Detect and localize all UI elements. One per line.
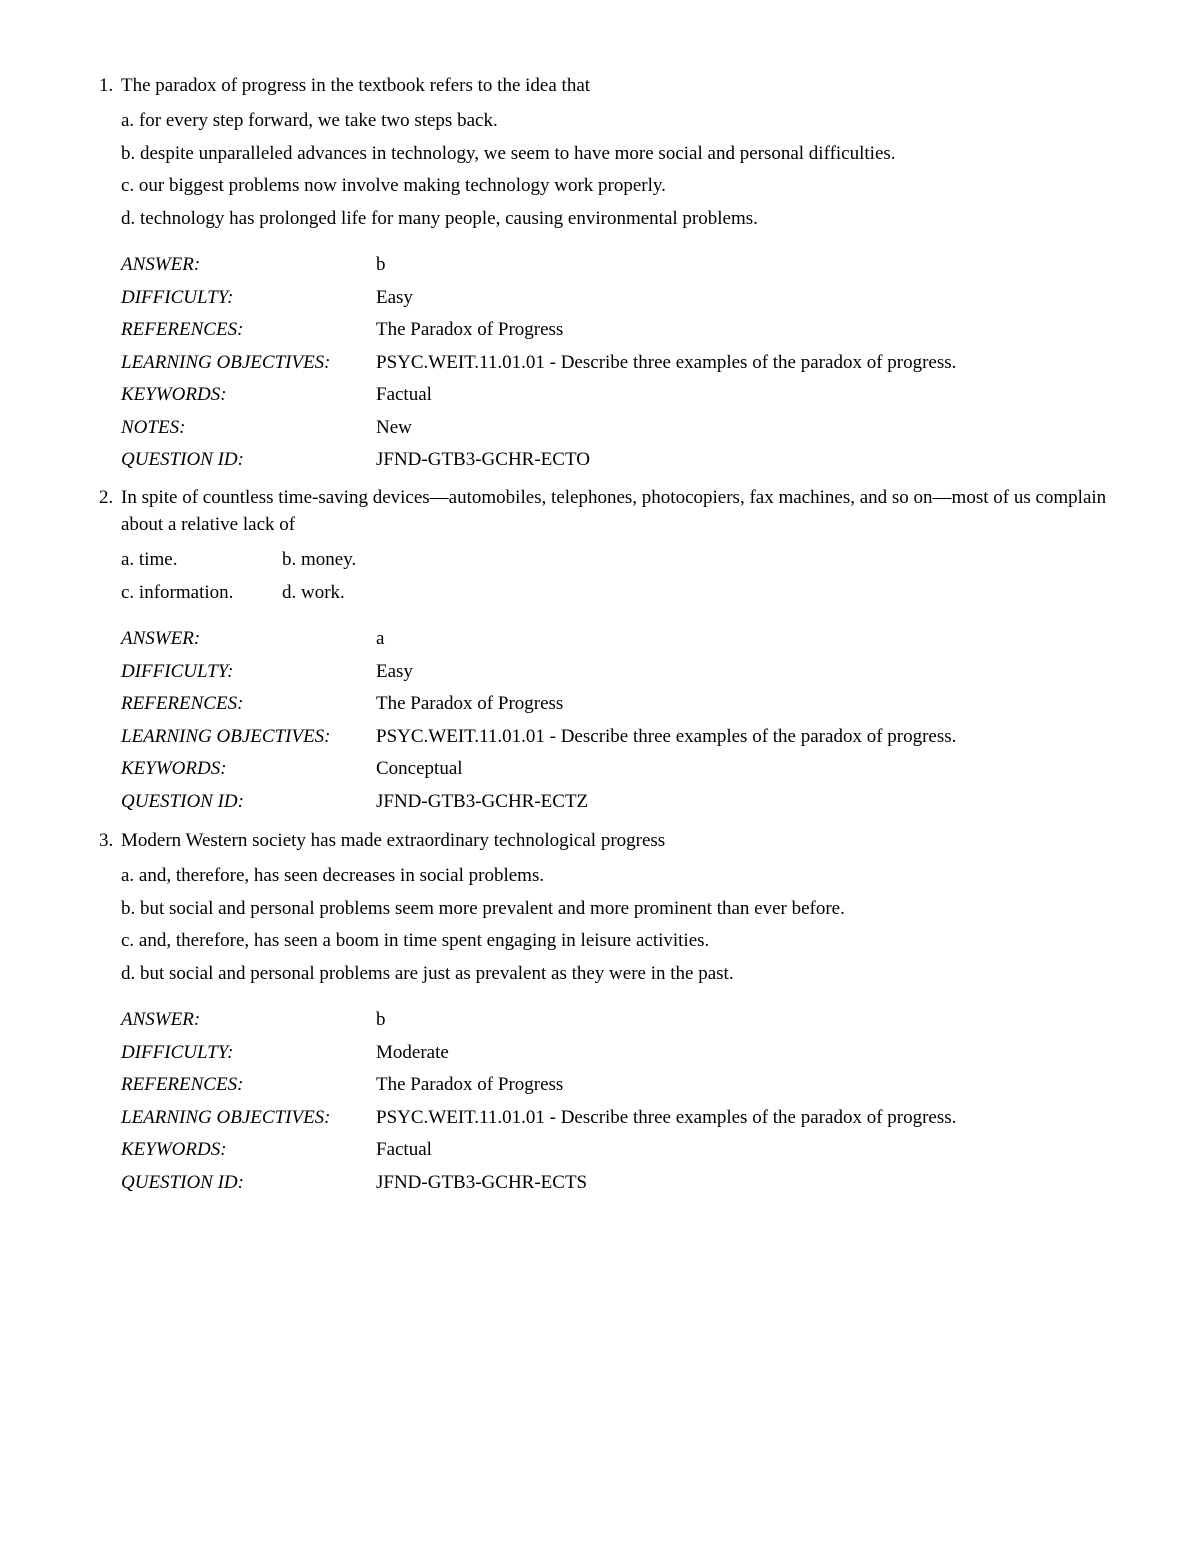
- question-metadata: [121, 249, 1200, 477]
- answer-choices: [121, 105, 1200, 235]
- meta-value: Factual: [376, 1139, 432, 1160]
- meta-question-id: [121, 444, 1200, 477]
- meta-label: QUESTION ID:: [121, 790, 244, 812]
- meta-label: ANSWER:: [121, 254, 201, 275]
- meta-label: KEYWORDS:: [121, 1139, 227, 1160]
- question-number: 3.: [99, 830, 114, 851]
- answer-choices: [121, 860, 1200, 990]
- choice-c: c. and, therefore, has seen a boom in time spent engaging in leisure activities.: [121, 930, 710, 951]
- meta-value: JFND-GTB3-GCHR-ECTZ: [376, 790, 589, 812]
- meta-label: LEARNING OBJECTIVES:: [121, 1106, 331, 1128]
- meta-question-id: [121, 786, 1200, 819]
- meta-references: [121, 314, 1200, 347]
- meta-value: PSYC.WEIT.11.01.01 - Describe three examples of the paradox of progress.: [376, 351, 957, 373]
- question-stem: [99, 827, 1121, 854]
- question-2: [0, 484, 1200, 818]
- choice-d: d. but social and personal problems are just as prevalent as they were in the past.: [121, 962, 734, 984]
- meta-label: DIFFICULTY:: [121, 286, 234, 308]
- choice-b: b. money.: [282, 549, 357, 570]
- meta-label: ANSWER:: [121, 628, 201, 649]
- meta-references: [121, 688, 1200, 721]
- meta-value: b: [376, 254, 386, 275]
- question-stem: [99, 72, 1121, 99]
- meta-learning-objectives: [121, 721, 1200, 754]
- meta-value: JFND-GTB3-GCHR-ECTS: [376, 1171, 588, 1193]
- question-stem: [99, 484, 1121, 538]
- meta-value: PSYC.WEIT.11.01.01 - Describe three examples of the paradox of progress.: [376, 1106, 957, 1128]
- meta-value: The Paradox of Progress: [376, 1074, 564, 1095]
- meta-keywords: [121, 1134, 1200, 1167]
- meta-value: a: [376, 628, 385, 649]
- choice-d: d. work.: [282, 581, 345, 603]
- choice-b: b. despite unparalleled advances in technology, we seem to have more social and personal difficulties.: [121, 142, 896, 164]
- meta-label: LEARNING OBJECTIVES:: [121, 351, 331, 373]
- question-text: Modern Western society has made extraordinary technological progress: [121, 830, 666, 851]
- meta-value: Moderate: [376, 1041, 449, 1063]
- meta-label: DIFFICULTY:: [121, 1041, 234, 1063]
- meta-label: DIFFICULTY:: [121, 660, 234, 682]
- question-text: The paradox of progress in the textbook refers to the idea that: [121, 75, 591, 96]
- meta-question-id: [121, 1167, 1200, 1200]
- meta-value: Easy: [376, 286, 413, 308]
- meta-label: LEARNING OBJECTIVES:: [121, 725, 331, 747]
- choice-grid: [121, 544, 1200, 609]
- meta-learning-objectives: [121, 1102, 1200, 1135]
- choice-c: c. our biggest problems now involve making technology work properly.: [121, 175, 666, 196]
- meta-keywords: [121, 379, 1200, 412]
- meta-label: NOTES:: [121, 416, 186, 438]
- meta-difficulty: [121, 1037, 1200, 1070]
- meta-value: The Paradox of Progress: [376, 319, 564, 340]
- choice-a: a. for every step forward, we take two steps back.: [121, 110, 498, 131]
- choice-b: b. but social and personal problems seem more prevalent and more prominent than ever before.: [121, 897, 845, 919]
- question-3: [0, 827, 1200, 1199]
- question-metadata: [121, 1004, 1200, 1199]
- meta-learning-objectives: [121, 347, 1200, 380]
- meta-label: QUESTION ID:: [121, 449, 244, 470]
- choice-c: c. information.: [121, 581, 234, 603]
- meta-value: b: [376, 1009, 386, 1030]
- meta-value: New: [376, 416, 412, 438]
- meta-difficulty: [121, 282, 1200, 315]
- question-text: In spite of countless time-saving devices—automobiles, telephones, photocopiers, fax machines, and so on—most of us complain about a relative lack of: [121, 487, 1107, 535]
- meta-label: KEYWORDS:: [121, 384, 227, 405]
- choice-a: a. and, therefore, has seen decreases in social problems.: [121, 865, 545, 886]
- question-number: 1.: [99, 75, 114, 96]
- meta-value: PSYC.WEIT.11.01.01 - Describe three examples of the paradox of progress.: [376, 725, 957, 747]
- answer-choices: [121, 544, 1200, 609]
- meta-label: KEYWORDS:: [121, 758, 227, 779]
- meta-answer: [121, 1004, 1200, 1037]
- meta-references: [121, 1069, 1200, 1102]
- meta-value: Factual: [376, 384, 432, 405]
- meta-answer: [121, 249, 1200, 282]
- question-metadata: [121, 623, 1200, 818]
- meta-keywords: [121, 753, 1200, 786]
- meta-value: The Paradox of Progress: [376, 693, 564, 714]
- meta-label: QUESTION ID:: [121, 1171, 244, 1193]
- meta-value: Easy: [376, 660, 413, 682]
- meta-value: JFND-GTB3-GCHR-ECTO: [376, 449, 590, 470]
- question-1: [0, 72, 1200, 477]
- question-number: 2.: [99, 487, 114, 508]
- meta-value: Conceptual: [376, 758, 463, 779]
- meta-answer: [121, 623, 1200, 656]
- meta-difficulty: [121, 656, 1200, 689]
- meta-label: ANSWER:: [121, 1009, 201, 1030]
- choice-a: a. time.: [121, 549, 178, 570]
- meta-label: REFERENCES:: [121, 319, 244, 340]
- meta-notes: [121, 412, 1200, 445]
- choice-d: d. technology has prolonged life for many people, causing environmental problems.: [121, 207, 758, 229]
- meta-label: REFERENCES:: [121, 1074, 244, 1095]
- meta-label: REFERENCES:: [121, 693, 244, 714]
